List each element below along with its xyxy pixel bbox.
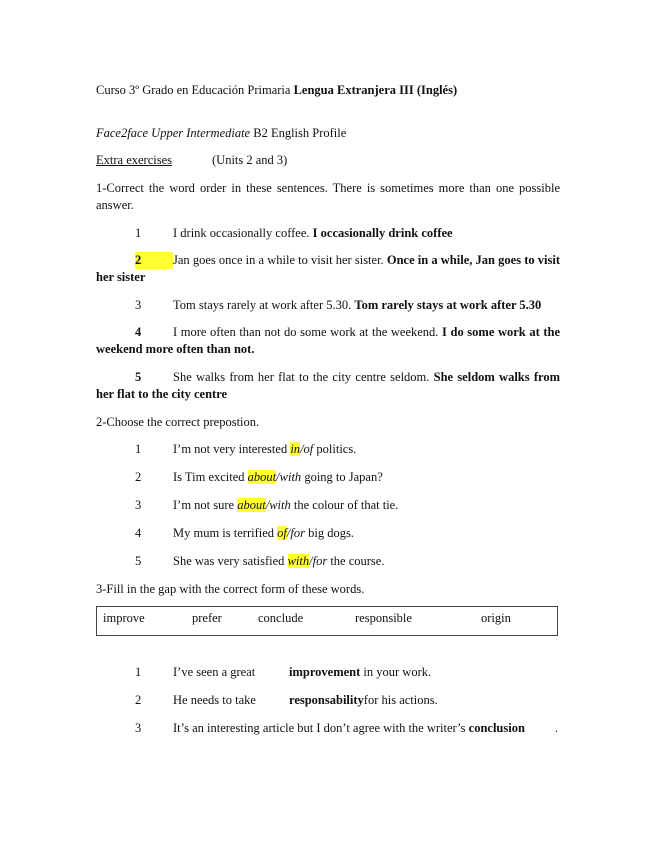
item-prefix: It’s an interesting article but I don’t agree with the writer’s: [173, 721, 469, 735]
answer: conclusion: [468, 721, 525, 735]
extra-line: [96, 152, 560, 169]
option-wrong: of: [303, 442, 314, 456]
subject-label: Lengua Extranjera III (Inglés): [293, 83, 458, 97]
answer: She seldom walks from her flat to the city centre: [96, 370, 560, 401]
suffix: for his actions.: [363, 693, 438, 707]
answer: Once in a while, Jan goes to visit her sister: [96, 253, 561, 284]
item-number: 3: [135, 498, 142, 512]
option-slash: /: [300, 442, 304, 456]
suffix: the colour of that tie.: [290, 498, 399, 512]
units-label: (Units 2 and 3): [212, 153, 288, 167]
word-box-item: prefer: [192, 611, 222, 625]
suffix: big dogs.: [304, 526, 354, 540]
item-text: [173, 469, 383, 486]
ex1-item: [96, 369, 560, 403]
suffix: in your work.: [360, 665, 432, 679]
ex1-title: 1-Correct the word order in these sentences. There is sometimes more than one possible answer.: [96, 181, 560, 212]
suffix: the course.: [327, 554, 385, 568]
question: I more often than not do some work at the weekend.: [173, 325, 439, 339]
option-slash: /: [265, 498, 270, 512]
option-correct: about: [247, 470, 277, 484]
option-correct: of: [277, 526, 287, 540]
word-box-item: responsible: [355, 611, 412, 625]
course-label: Curso 3º Grado en Educación Primaria: [96, 83, 291, 97]
item-number: 4: [135, 325, 142, 339]
item-text: [173, 225, 453, 242]
item-number: 2: [135, 470, 142, 484]
option-slash: /: [309, 554, 313, 568]
question: She walks from her flat to the city centre seldom.: [173, 370, 430, 384]
suffix: .: [555, 721, 559, 735]
answer: improvement: [289, 665, 361, 679]
course-heading: [96, 82, 560, 99]
answer: Tom rarely stays at work after 5.30: [354, 298, 542, 312]
item-number: 1: [135, 665, 142, 679]
option-correct: with: [287, 554, 310, 568]
answer: I do some work at the weekend more often than not.: [96, 325, 561, 356]
item-number: 2: [135, 252, 173, 269]
question: Tom stays rarely at work after 5.30.: [173, 298, 352, 312]
item-number: 3: [135, 721, 142, 735]
profile-label: B2 English Profile: [253, 126, 347, 140]
question: I drink occasionally coffee.: [173, 226, 310, 240]
item-text: [173, 297, 541, 314]
item-prefix: He needs to take: [173, 693, 256, 707]
option-slash: /: [276, 470, 280, 484]
item-number: 5: [135, 554, 142, 568]
item-text: [173, 720, 525, 737]
item-text: [173, 441, 356, 458]
item-number: 3: [135, 298, 142, 312]
book-title: Face2face Upper Intermediate: [96, 126, 251, 140]
item-text: [173, 525, 354, 542]
item-number: 4: [135, 526, 142, 540]
word-box-item: origin: [481, 611, 511, 625]
ex1-item: [96, 324, 560, 358]
question: Jan goes once in a while to visit her sister.: [173, 253, 384, 267]
prefix: I’m not very interested: [173, 442, 291, 456]
option-correct: in: [290, 442, 301, 456]
ex1-item: [96, 252, 560, 286]
item-number: 1: [135, 226, 142, 240]
item-number: 1: [135, 442, 142, 456]
option-wrong: with: [269, 498, 291, 512]
word-box-item: improve: [103, 611, 145, 625]
option-wrong: for: [290, 526, 305, 540]
option-slash: /: [286, 526, 291, 540]
ex2-title: 2-Choose the correct prepostion.: [96, 415, 260, 429]
prefix: I’m not sure: [173, 498, 238, 512]
option-wrong: with: [279, 470, 302, 484]
book-line: [96, 125, 560, 142]
answer: I occasionally drink coffee: [312, 226, 453, 240]
word-box: [96, 606, 558, 636]
item-number: 2: [135, 693, 142, 707]
item-number: 5: [135, 370, 142, 384]
prefix: Is Tim excited: [173, 470, 248, 484]
item-text: [173, 553, 384, 570]
prefix: My mum is terrified: [173, 526, 278, 540]
item-text: [173, 497, 398, 514]
suffix: going to Japan?: [301, 470, 383, 484]
answer: responsability: [289, 693, 364, 707]
item-answer-line: [289, 692, 438, 709]
word-box-item: conclude: [258, 611, 304, 625]
extra-label: Extra exercises: [96, 153, 173, 167]
item-answer-line: [289, 664, 431, 681]
ex3-title: 3-Fill in the gap with the correct form of these words.: [96, 582, 365, 596]
prefix: She was very satisfied: [173, 554, 288, 568]
option-wrong: for: [312, 554, 328, 568]
suffix: politics.: [313, 442, 357, 456]
option-correct: about: [237, 498, 266, 512]
item-prefix: I’ve seen a great: [173, 665, 256, 679]
